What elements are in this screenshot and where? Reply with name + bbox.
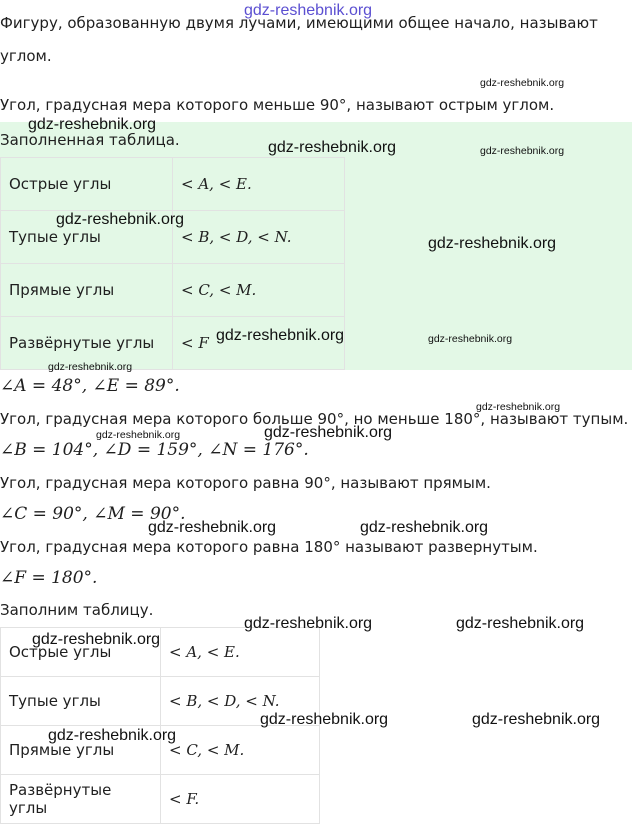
text-line-3: Угол, градусная мера которого меньше 90°, называют острым углом. (0, 96, 555, 114)
text-line-4: Угол, градусная мера которого больше 90°, но меньше 180°, называют тупым. (0, 410, 629, 428)
table-cell-value: < B, < D, < N. (161, 677, 320, 726)
watermark: gdz-reshebnik.org (48, 361, 133, 373)
table-cell-label: Развёрнутые углы (1, 317, 173, 370)
watermark: gdz-reshebnik.org (28, 116, 157, 133)
watermark: gdz-reshebnik.org (216, 327, 345, 344)
watermark: gdz-reshebnik.org (428, 235, 557, 252)
equation-acute: ∠A = 48°, ∠E = 89°. (0, 376, 180, 396)
table-cell-label: Прямые углы (1, 726, 161, 775)
watermark: gdz-reshebnik.org (244, 615, 373, 632)
fill-table-caption: Заполним таблицу. (0, 601, 154, 619)
watermark: gdz-reshebnik.org (472, 711, 601, 728)
watermark: gdz-reshebnik.org (32, 631, 161, 648)
text-line-6: Угол, градусная мера которого равна 180° называют развернутым. (0, 538, 538, 556)
table-cell-value: < F (173, 317, 345, 370)
equation-right: ∠C = 90°, ∠M = 90°. (0, 504, 186, 524)
watermark: gdz-reshebnik.org (428, 333, 513, 345)
table-cell-value: < C, < M. (173, 264, 345, 317)
watermark: gdz-reshebnik.org (56, 211, 185, 228)
table-cell-value: < A, < E. (161, 628, 320, 677)
table-cell-label: Прямые углы (1, 264, 173, 317)
table-cell-value: < C, < M. (161, 726, 320, 775)
table-cell-label: Острые углы (1, 158, 173, 211)
table-row (1, 775, 320, 824)
text-line-2: углом. (0, 47, 52, 65)
watermark: gdz-reshebnik.org (480, 145, 565, 157)
watermark: gdz-reshebnik.org (96, 429, 181, 441)
equation-obtuse: ∠B = 104°, ∠D = 159°, ∠N = 176°. (0, 440, 309, 460)
watermark: gdz-reshebnik.org (360, 519, 489, 536)
table-cell-label: Тупые углы (1, 211, 173, 264)
table-cell-value: < F. (161, 775, 320, 824)
table-row (1, 264, 345, 317)
watermark: gdz-reshebnik.org (268, 139, 397, 156)
watermark: gdz-reshebnik.org (48, 727, 177, 744)
table-cell-label: Тупые углы (1, 677, 161, 726)
table-cell-label: Развёрнутые углы (1, 775, 161, 824)
watermark: gdz-reshebnik.org (456, 615, 585, 632)
watermark-top: gdz-reshebnik.org (244, 2, 373, 19)
table-cell-value: < B, < D, < N. (173, 211, 345, 264)
table-row (1, 158, 345, 211)
filled-table-caption: Заполненная таблица. (0, 131, 180, 149)
text-line-5: Угол, градусная мера которого равна 90°, называют прямым. (0, 474, 491, 492)
watermark: gdz-reshebnik.org (480, 77, 565, 89)
text-line-1: Фигуру, образованную двумя лучами, имеющими общее начало, называют (0, 14, 598, 32)
watermark: gdz-reshebnik.org (264, 424, 393, 441)
table-cell-label: Острые углы (1, 628, 161, 677)
equation-straight: ∠F = 180°. (0, 568, 98, 588)
watermark: gdz-reshebnik.org (148, 519, 277, 536)
watermark: gdz-reshebnik.org (260, 711, 389, 728)
table-cell-value: < A, < E. (173, 158, 345, 211)
watermark: gdz-reshebnik.org (476, 401, 561, 413)
